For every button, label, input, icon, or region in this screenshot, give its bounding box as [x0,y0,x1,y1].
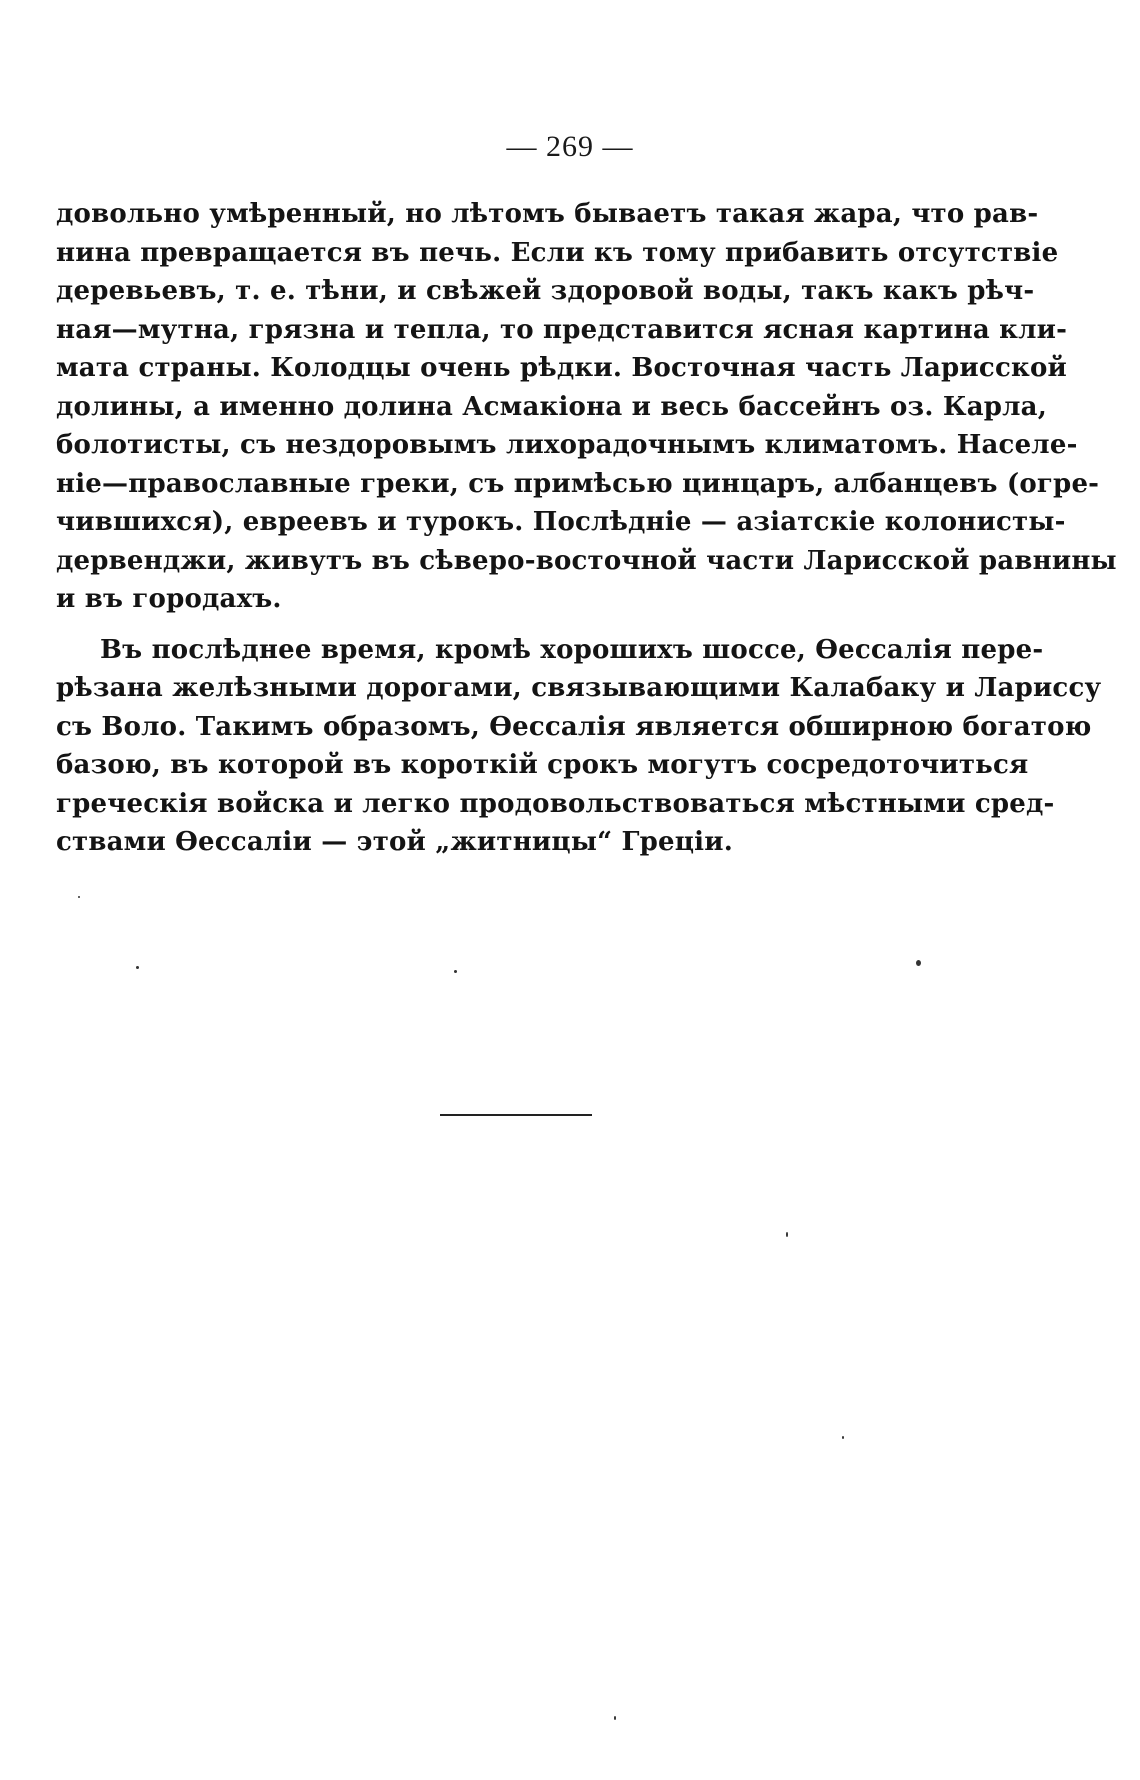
text-line: нина превращается въ печь. Если къ тому прибавить отсутствіе [56,237,1059,268]
body-text [56,195,1117,862]
text-line: чившихся), евреевъ и турокъ. Послѣдніе — азіатскіе колонисты- [56,507,1066,537]
text-line: мата страны. Колодцы очень рѣдки. Восточная часть Ларисской [56,353,1067,383]
scan-speck [78,896,80,898]
scan-speck [916,960,921,966]
text-line: деревьевъ, т. е. тѣни, и свѣжей здоровой воды, такъ какъ рѣч- [56,276,1035,306]
text-line: болотисты, съ нездоровымъ лихорадочнымъ климатомъ. Населе- [56,430,1078,460]
scan-speck [614,1716,616,1720]
paragraph-1 [56,195,1117,619]
section-divider-rule [440,1114,592,1116]
text-line: ніе—православные греки, съ примѣсью цинцаръ, албанцевъ (огре- [56,468,1100,499]
paragraph-spacer [56,619,981,631]
text-line: ная—мутна, грязна и тепла, то представится ясная картина кли- [56,314,1068,345]
text-line: довольно умѣренный, но лѣтомъ бываетъ такая жара, что рав- [56,199,1039,229]
text-line: ствами Ѳессаліи — этой „житницы“ Греціи. [56,827,733,857]
page-number: — 269 — [506,130,634,163]
text-line: и въ городахъ. [56,584,282,614]
text-line: долины, а именно долина Асмакіона и весь бассейнъ оз. Карла, [56,391,1047,422]
scan-speck [454,970,457,973]
text-line: греческія войска и легко продовольствоваться мѣстными сред- [56,788,1055,819]
scan-speck [136,966,139,969]
text-line: рѣзана желѣзными дорогами, связывающими Калабаку и Лариссу [56,673,1102,703]
paragraph-2 [56,631,1102,862]
text-line: Въ послѣднее время, кромѣ хорошихъ шоссе, Ѳессалія пере- [100,634,1044,665]
text-line: базою, въ которой въ короткій срокъ могутъ сосредоточиться [56,750,1029,780]
text-line: съ Воло. Такимъ образомъ, Ѳессалія является обширною богатою [56,711,1092,742]
scan-speck [786,1232,788,1237]
text-line: дервенджи, живутъ въ сѣверо-восточной части Ларисской равнины [56,545,1117,576]
scan-speck [842,1436,844,1439]
